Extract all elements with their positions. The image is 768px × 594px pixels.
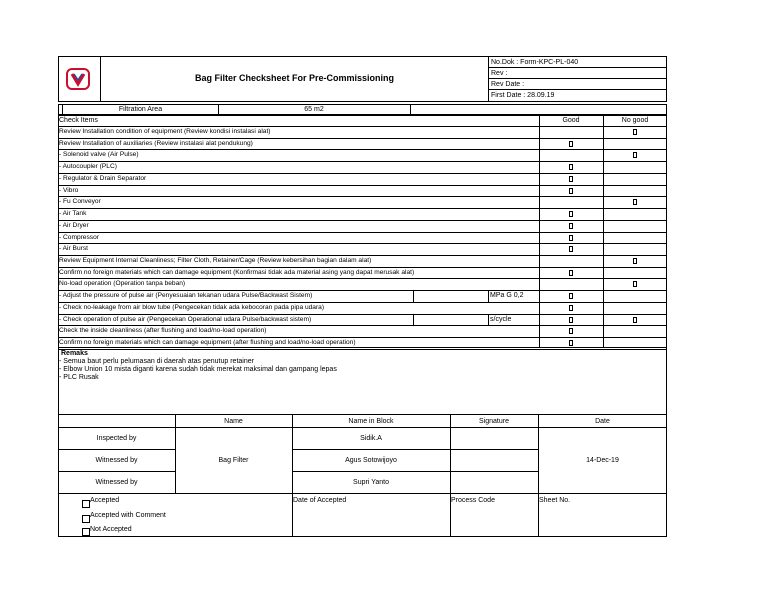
remarks-line: - PLC Rusak: [59, 374, 99, 381]
check-item-text: Check the inside cleanliness (after flushing and load/no-load operation): [59, 327, 267, 334]
good-mark: [569, 235, 573, 241]
not-accepted-label: Not Accepted: [90, 526, 132, 533]
accepted-checkbox[interactable]: [82, 500, 90, 508]
check-item-text: - Air Dryer: [59, 222, 89, 229]
col-check-items: Check Items: [59, 117, 98, 124]
sign-block-name: Supri Yanto: [353, 479, 389, 486]
filtration-area-label: Filtration Area: [118, 106, 163, 113]
check-item-text: Confirm no foreign materials which can damage equipment (Konfirmasi tidak ada material asing yang dapat merusak alat): [59, 269, 415, 276]
rev-number: Rev :: [491, 70, 508, 77]
check-row: [58, 161, 667, 173]
check-item-text: Review Installation condition of equipment (Review kondisi instalasi alat): [59, 128, 271, 135]
check-item-text: - Check no-leakage from air blow tube (Pengecekan tidak ada kebocoran pada pipa udara): [59, 304, 325, 311]
good-mark: [569, 328, 573, 334]
check-item-unit: s/cycle: [490, 316, 512, 323]
date-of-accepted-label: Date of Accepted: [293, 497, 347, 504]
check-item-text: - Solenoid valve (Air Pulse): [59, 151, 139, 158]
check-row: [58, 337, 667, 349]
check-item-unit: MPa G 0,2: [490, 292, 524, 299]
no-good-mark: [633, 281, 637, 287]
check-item-text: - Adjust the pressure of pulse air (Penyesuaian tekanan udara Pulse/Backwast Sistem): [59, 292, 313, 299]
sign-equipment-name: Bag Filter: [218, 457, 249, 464]
sign-role: Witnessed by: [95, 457, 138, 464]
check-row: [58, 290, 667, 302]
no-good-mark: [633, 258, 637, 264]
filtration-area-value: 65 m2: [304, 106, 324, 113]
check-item-text: Review Installation of auxiliaries (Review instalasi alat pendukung): [59, 140, 253, 147]
sheet-no-label: Sheet No.: [539, 497, 571, 504]
check-item-text: - Air Burst: [59, 245, 88, 252]
check-row: [58, 196, 667, 208]
sign-role: Inspected by: [96, 435, 137, 442]
good-mark: [569, 141, 573, 147]
sign-role: Witnessed by: [95, 479, 138, 486]
check-row: [58, 255, 667, 267]
no-good-mark: [633, 152, 637, 158]
sign-header-name-in-block: Name in Block: [348, 418, 394, 425]
accepted-with-comment-label: Accepted with Comment: [90, 512, 166, 519]
no-good-mark: [633, 129, 637, 135]
check-item-text: - Regulator & Drain Separator: [59, 175, 147, 182]
check-item-text: - Fu Conveyor: [59, 198, 101, 205]
good-mark: [569, 270, 573, 276]
good-mark: [569, 293, 573, 299]
good-mark: [569, 164, 573, 170]
good-mark: [569, 223, 573, 229]
doc-number: No.Dok : Form-KPC-PL-040: [491, 59, 579, 66]
form-title: Bag Filter Checksheet For Pre-Commissioning: [194, 73, 395, 83]
check-row: [58, 243, 667, 255]
check-item-text: - Autocoupler (PLC): [59, 163, 117, 170]
check-row: [58, 173, 667, 185]
sign-block-name: Agus Sotowijoyo: [345, 457, 397, 464]
check-item-text: Confirm no foreign materials which can damage equipment (after flushing and load/no-load operation): [59, 339, 356, 346]
good-mark: [569, 188, 573, 194]
remarks-title: Remaks: [61, 350, 88, 357]
process-code-label: Process Code: [451, 497, 495, 504]
check-item-text: Review Equipment Internal Cleanliness; Filter Cloth, Retainer/Cage (Review kebersihan bagian dalam alat): [59, 257, 372, 264]
remarks-line: - Elbow Union 10 mista diganti karena sudah tidak merekat maksimal dan gampang lepas: [59, 366, 337, 373]
not-accepted-checkbox[interactable]: [82, 528, 90, 536]
check-row: [58, 149, 667, 161]
good-mark: [569, 317, 573, 323]
good-mark: [569, 305, 573, 311]
good-mark: [569, 246, 573, 252]
accepted-with-comment-checkbox[interactable]: [82, 515, 90, 523]
check-item-text: - Air Tank: [59, 210, 87, 217]
first-date: First Date : 28.09.19: [491, 92, 555, 99]
check-row: [58, 302, 667, 314]
check-row: [58, 325, 667, 337]
check-item-text: - Check operation of pulse air (Pengecekan Operational udara Pulse/backwast sistem): [59, 316, 312, 323]
remarks-line: - Semua baut perlu pelumasan di daerah atas penutup retainer: [59, 358, 254, 365]
company-logo: [66, 68, 90, 90]
accepted-label: Accepted: [90, 497, 120, 504]
checksheet-form: [58, 56, 667, 537]
rev-date: Rev Date :: [491, 81, 525, 88]
sign-header-signature: Signature: [479, 418, 509, 425]
check-row: [58, 220, 667, 232]
good-mark: [569, 211, 573, 217]
col-good: Good: [562, 117, 580, 124]
no-good-mark: [633, 317, 637, 323]
good-mark: [569, 340, 573, 346]
check-row: [58, 278, 667, 290]
check-item-text: - Compressor: [59, 234, 99, 241]
sign-date-value: 14-Dec-19: [586, 457, 619, 464]
no-good-mark: [633, 199, 637, 205]
good-mark: [569, 176, 573, 182]
check-row: [58, 126, 667, 138]
check-item-text: - Vibro: [59, 187, 79, 194]
sign-header-name: Name: [224, 418, 243, 425]
check-item-text: No-load operation (Operation tanpa beban): [59, 280, 186, 287]
sign-header-date: Date: [595, 418, 610, 425]
sign-block-name: Sidik.A: [360, 435, 382, 442]
check-row: [58, 208, 667, 220]
col-no-good: No good: [621, 117, 649, 124]
